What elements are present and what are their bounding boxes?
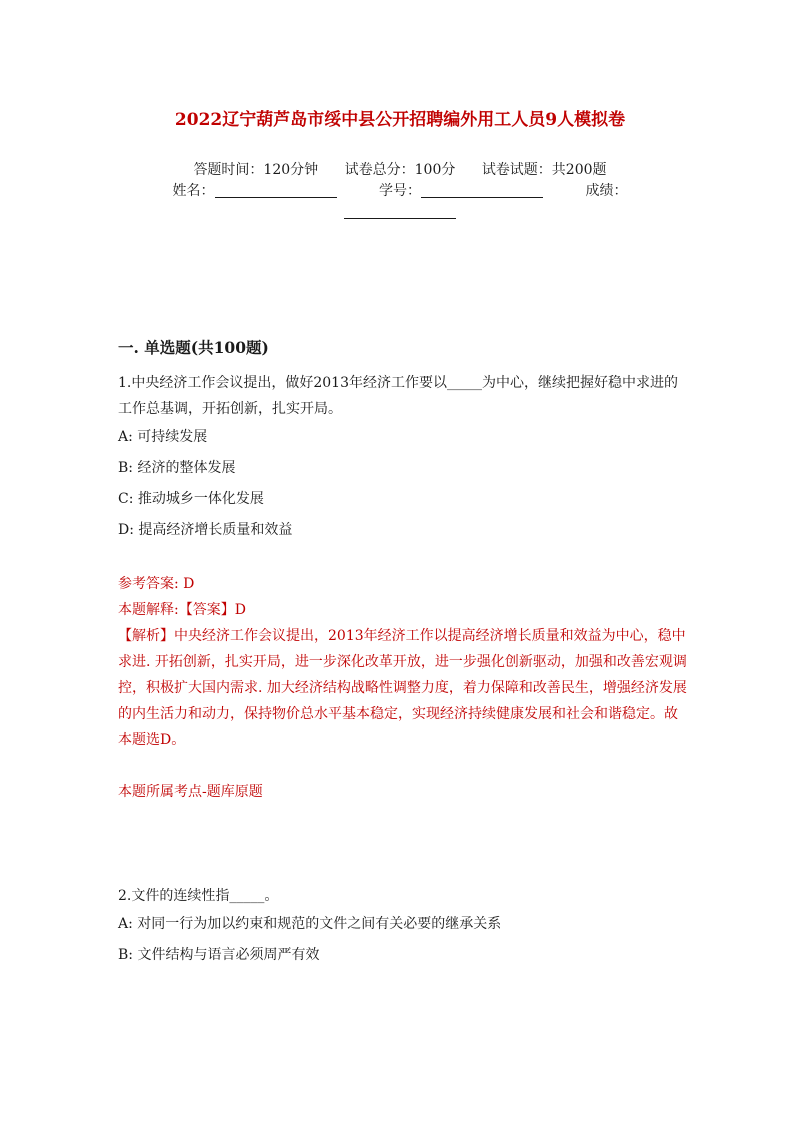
exam-title: 2022辽宁葫芦岛市绥中县公开招聘编外用工人员9人模拟卷 [174, 110, 626, 130]
option-b: B: 经济的整体发展 [118, 460, 236, 476]
id-blank[interactable] [421, 183, 543, 198]
question-source: 本题所属考点-题库原题 [118, 784, 263, 800]
meta-line-3 [0, 202, 800, 223]
grade-blank[interactable] [344, 204, 456, 219]
option-a: A: 可持续发展 [118, 429, 208, 445]
question-stem: 1.中央经济工作会议提出，做好2013年经济工作要以_____为中心，继续把握好稳中求进的工作总基调，开拓创新，扎实开局。 [118, 375, 678, 417]
exam-meta [0, 160, 800, 223]
option-d: D: 提高经济增长质量和效益 [118, 522, 293, 538]
option-a: A: 对同一行为加以约束和规范的文件之间有关必要的继承关系 [118, 916, 502, 932]
question-stem: 2.文件的连续性指_____。 [118, 888, 279, 904]
question-1 [118, 370, 688, 805]
id-label: 学号： [379, 183, 421, 199]
count-label: 试卷试题：共200题 [481, 162, 607, 178]
meta-line-2 [0, 181, 800, 202]
option-b: B: 文件结构与语言必须周严有效 [118, 947, 320, 963]
score-label: 试卷总分：100分 [344, 162, 456, 178]
explain-label: 本题解释:【答案】D [118, 602, 246, 618]
time-label: 答题时间：120分钟 [193, 162, 319, 178]
exam-content [118, 336, 688, 975]
name-blank[interactable] [215, 183, 337, 198]
grade-label: 成绩： [585, 183, 628, 199]
meta-line-1 [0, 160, 800, 181]
question-2 [118, 883, 688, 966]
section-heading: 一. 单选题(共100题) [118, 338, 269, 357]
explanation-text: 【解析】中央经济工作会议提出，2013年经济工作以提高经济增长质量和效益为中心，稳中求进. 开拓创新，扎实开局，进一步深化改革开放，进一步强化创新驱动，加强和改善宏观调控，积极扩大国内需求. 加大经济结构战略性调整力度，着力保障和改善民生，增强经济发展的内生活力和动力，保持物价总水平基本稳定，实现经济持续健康发展和社会和谐稳定。故本题选D。 [118, 628, 687, 748]
option-c: C: 推动城乡一体化发展 [118, 491, 264, 507]
reference-answer: 参考答案: D [118, 576, 195, 592]
name-label: 姓名： [172, 183, 215, 199]
